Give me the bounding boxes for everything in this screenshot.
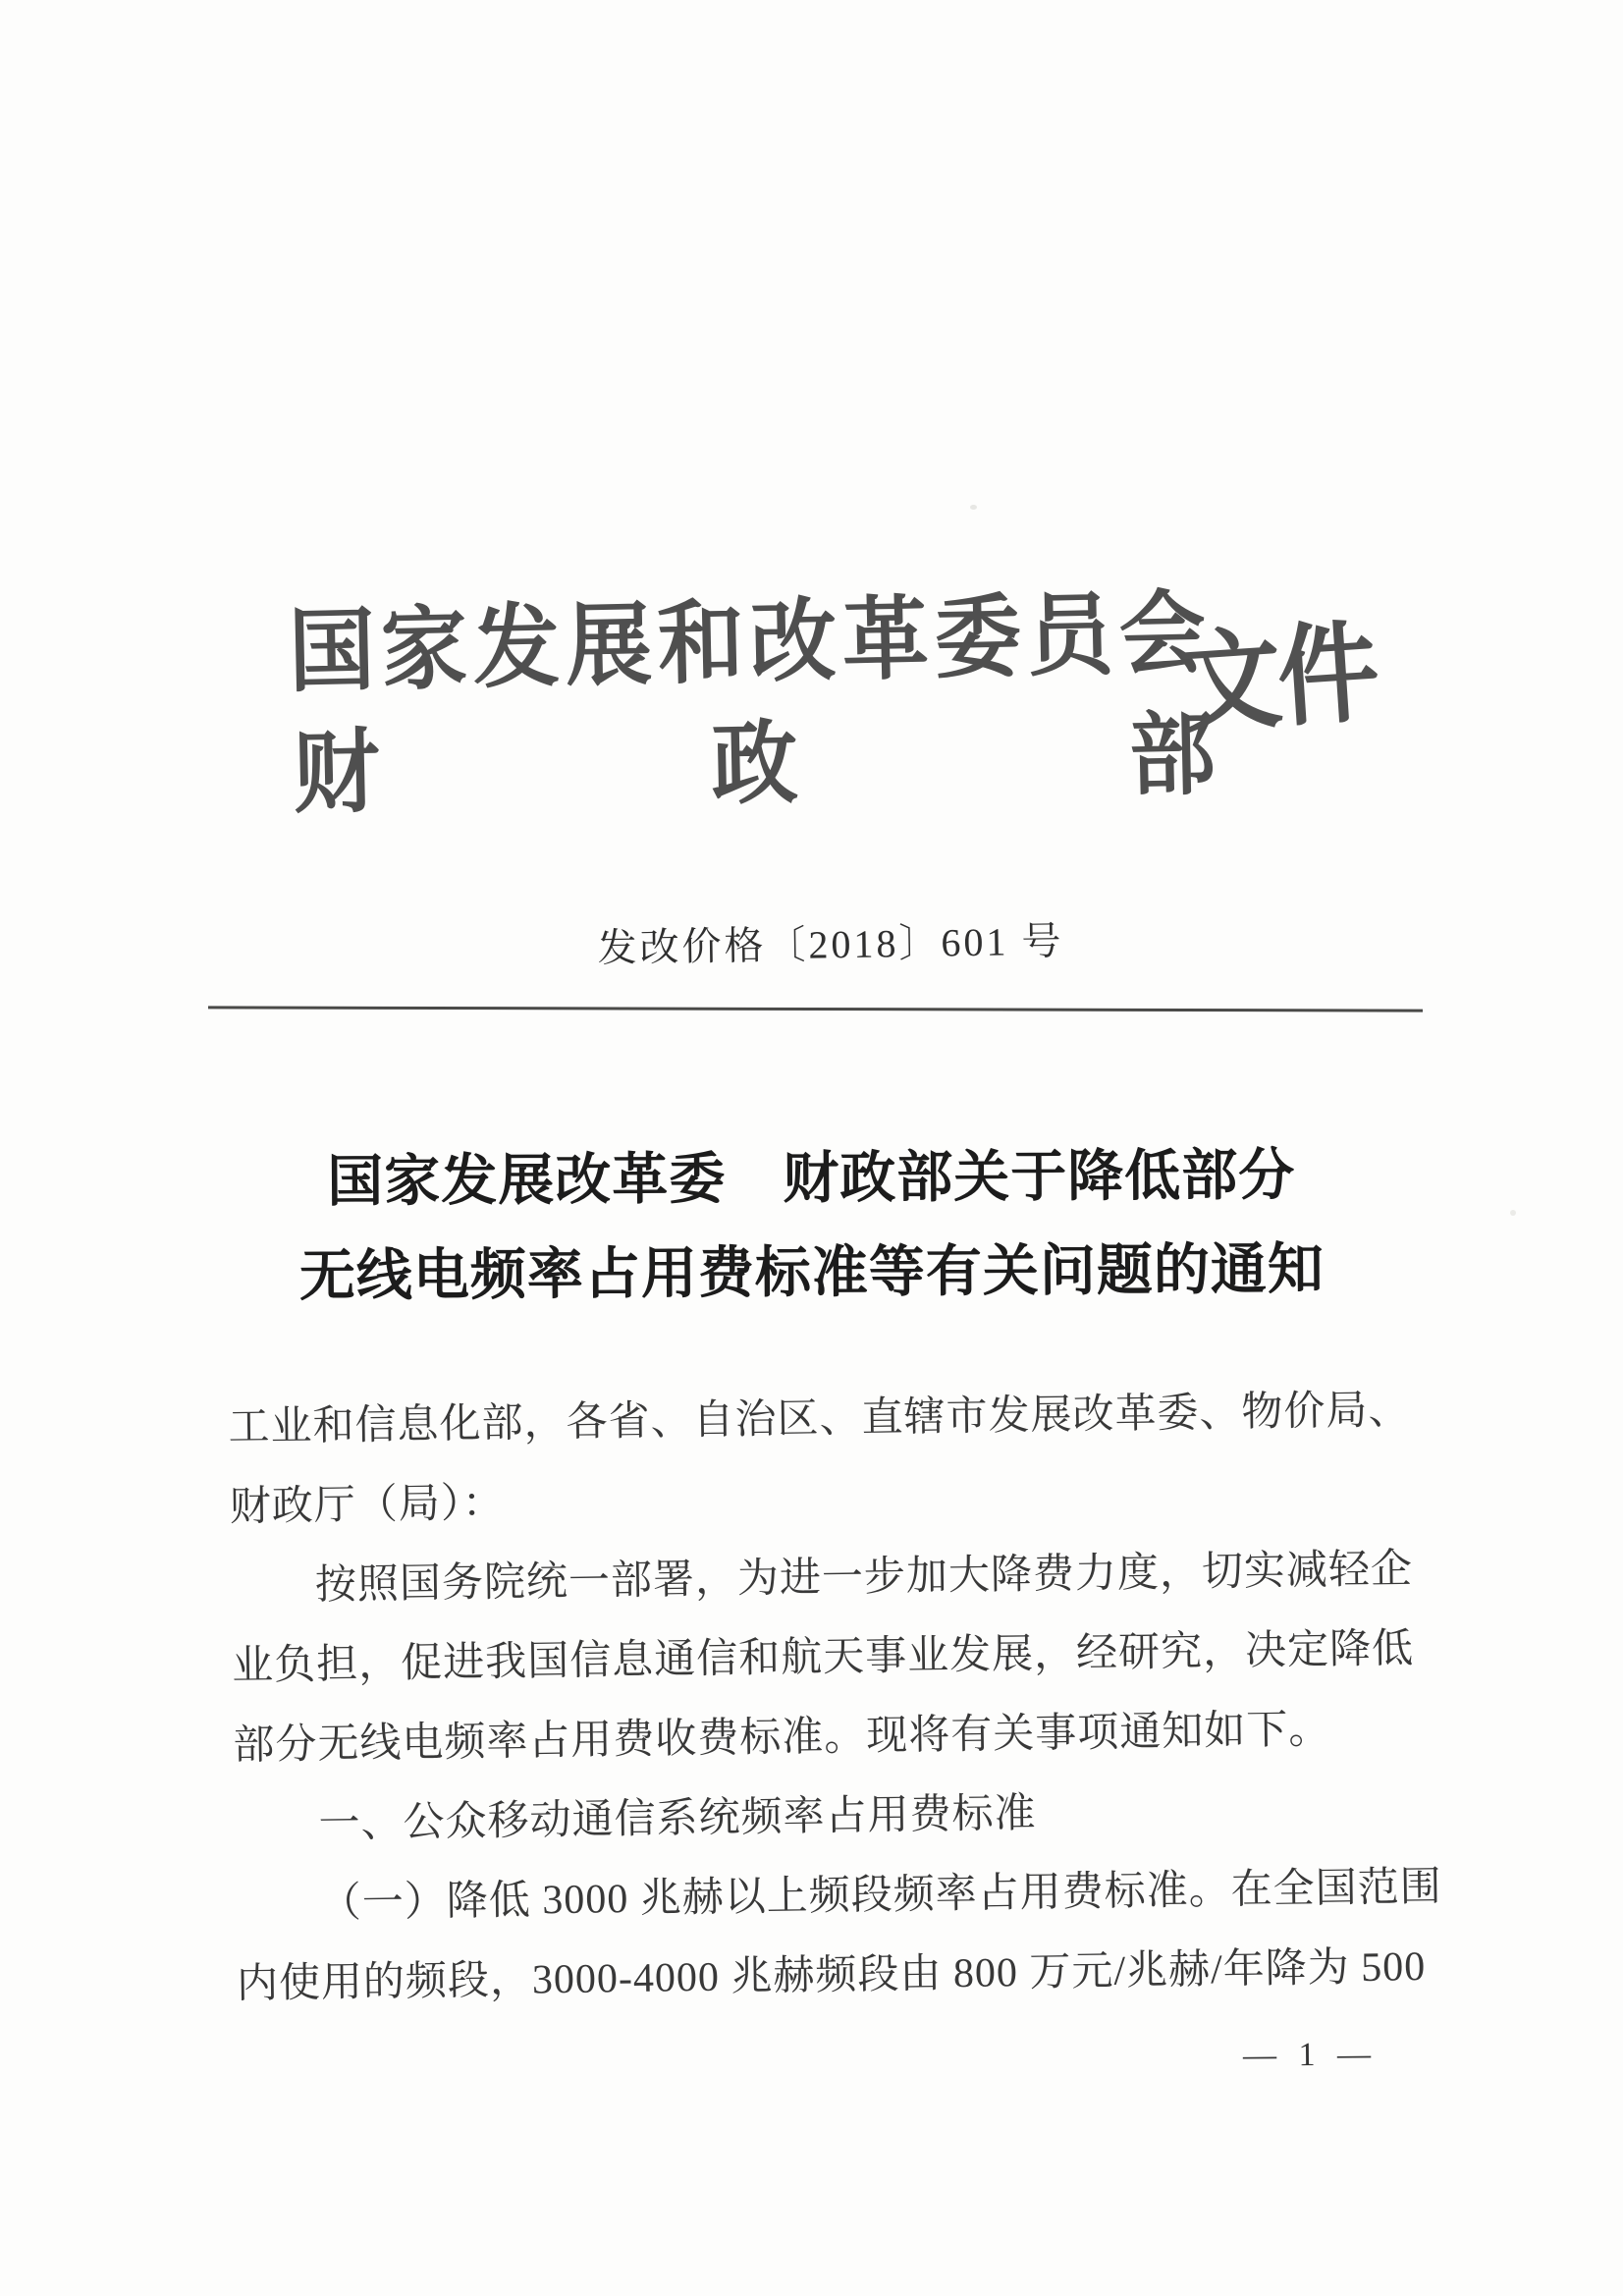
scan-speckle [970,505,977,510]
scan-speckle [1510,1210,1516,1216]
document-title-line1: 国家发展改革委 财政部关于降低部分 [326,1144,1296,1214]
letterhead-char-bu: 部 [1128,705,1217,808]
letterhead-issuer-mof [292,705,1217,826]
body-line-paragraph1-end: 部分无线电频率占用费收费标准。现将有关事项通知如下。 [233,1707,1331,1769]
body-line-item1: （一）降低 3000 兆赫以上频段频率占用费标准。在全国范围 [319,1864,1443,1927]
body-line-item1-cont: 内使用的频段，3000-4000 兆赫频段由 800 万元/兆赫/年降为 500 [236,1943,1427,2007]
document-title [173,1144,1450,1308]
body-line-paragraph1-cont: 业负担，促进我国信息通信和航天事业发展，经研究，决定降低 [231,1626,1415,1689]
letterhead-char-cai: 财 [292,723,381,826]
document-reference-number: 发改价格〔2018〕601 号 [597,918,1064,970]
document-body [228,1371,1454,2025]
body-line-addressees-cont: 财政厅（局）： [229,1480,506,1530]
letterhead-divider-rule [208,1006,1423,1011]
letterhead-char-zheng: 政 [710,714,799,817]
body-line-addressees: 工业和信息化部，各省、自治区、直辖市发展改革委、物价局、 [228,1388,1411,1450]
page-number: — 1 — [1242,2036,1379,2074]
letterhead [287,579,1623,826]
document-title-line2: 无线电频率占用费标准等有关问题的通知 [298,1238,1325,1308]
body-line-paragraph1: 按照国务院统一部署，为进一步加大降费力度，切实减轻企 [314,1547,1414,1609]
body-line-section1-heading: 一、公众移动通信系统频率占用费标准 [318,1790,1037,1847]
letterhead-doc-type-label: 文件 [1176,612,1380,747]
letterhead-issuer-ndrc: 国家发展和改革委员会 [287,584,1213,704]
